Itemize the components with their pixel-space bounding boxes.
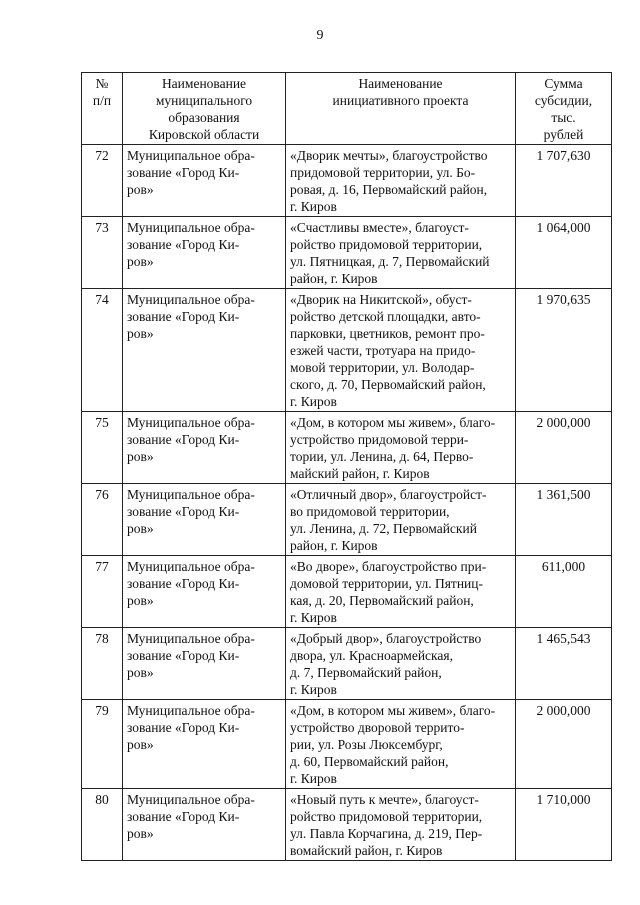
row-project: «Дом, в котором мы живем», благо- устройство придомовой терри- тории, ул. Ленина, д. 64, Перво- майский район, г. Киров (286, 412, 516, 484)
row-project: «Счастливы вместе», благоуст- ройство придомовой территории, ул. Пятницкая, д. 7, Первомайский район, г. Киров (286, 217, 516, 289)
row-sum: 1 465,543 (516, 628, 612, 700)
table-row (82, 289, 612, 412)
page-number: 9 (316, 28, 324, 43)
row-number: 74 (82, 289, 123, 412)
table-row (82, 145, 612, 217)
row-project: «Новый путь к мечте», благоуст- ройство придомовой территории, ул. Павла Корчагина, д. 219, Пер- вомайский район, г. Киров (286, 789, 516, 861)
row-sum: 1 361,500 (516, 484, 612, 556)
row-number: 75 (82, 412, 123, 484)
row-sum: 1 970,635 (516, 289, 612, 412)
row-project: «Дворик мечты», благоустройство придомовой территории, ул. Бо- ровая, д. 16, Первомайский район, г. Киров (286, 145, 516, 217)
table-row (82, 789, 612, 861)
row-number: 72 (82, 145, 123, 217)
row-project: «Дом, в котором мы живем», благо- устройство дворовой террито- рии, ул. Розы Люксембург, д. 60, Первомайский район, г. Киров (286, 700, 516, 789)
row-municipality: Муниципальное обра- зование «Город Ки- ров» (123, 628, 286, 700)
row-number: 73 (82, 217, 123, 289)
row-municipality: Муниципальное обра- зование «Город Ки- ров» (123, 789, 286, 861)
table-header-row (82, 73, 612, 145)
row-municipality: Муниципальное обра- зование «Город Ки- ров» (123, 217, 286, 289)
row-sum: 611,000 (516, 556, 612, 628)
header-number: № п/п (82, 73, 123, 145)
row-sum: 1 707,630 (516, 145, 612, 217)
row-sum: 2 000,000 (516, 412, 612, 484)
table-row (82, 484, 612, 556)
row-municipality: Муниципальное обра- зование «Город Ки- ров» (123, 556, 286, 628)
row-project: «Дворик на Никитской», обуст- ройство детской площадки, авто- парковки, цветников, ремонт про- езжей части, тротуара на придо- мовой территории, ул. Володар- ского, д. 70, Первомайский район, г. Киров (286, 289, 516, 412)
row-number: 80 (82, 789, 123, 861)
table-row (82, 412, 612, 484)
row-sum: 1 064,000 (516, 217, 612, 289)
row-municipality: Муниципальное обра- зование «Город Ки- ров» (123, 289, 286, 412)
row-number: 79 (82, 700, 123, 789)
row-project: «Во дворе», благоустройство при- домовой территории, ул. Пятниц- кая, д. 20, Первомайский район, г. Киров (286, 556, 516, 628)
row-project: «Добрый двор», благоустройство двора, ул. Красноармейская, д. 7, Первомайский район, г. Киров (286, 628, 516, 700)
row-municipality: Муниципальное обра- зование «Город Ки- ров» (123, 700, 286, 789)
row-project: «Отличный двор», благоустройст- во придомовой территории, ул. Ленина, д. 72, Первомайский район, г. Киров (286, 484, 516, 556)
table-row (82, 556, 612, 628)
row-municipality: Муниципальное обра- зование «Город Ки- ров» (123, 145, 286, 217)
table-row (82, 700, 612, 789)
row-sum: 2 000,000 (516, 700, 612, 789)
header-municipality: Наименование муниципального образования Кировской области (123, 73, 286, 145)
row-number: 78 (82, 628, 123, 700)
header-project: Наименование инициативного проекта (286, 73, 516, 145)
table-row (82, 217, 612, 289)
row-number: 76 (82, 484, 123, 556)
subsidy-table (81, 72, 612, 861)
header-subsidy-sum: Сумма субсидии, тыс. рублей (516, 73, 612, 145)
row-number: 77 (82, 556, 123, 628)
table-row (82, 628, 612, 700)
row-municipality: Муниципальное обра- зование «Город Ки- ров» (123, 412, 286, 484)
row-municipality: Муниципальное обра- зование «Город Ки- ров» (123, 484, 286, 556)
row-sum: 1 710,000 (516, 789, 612, 861)
